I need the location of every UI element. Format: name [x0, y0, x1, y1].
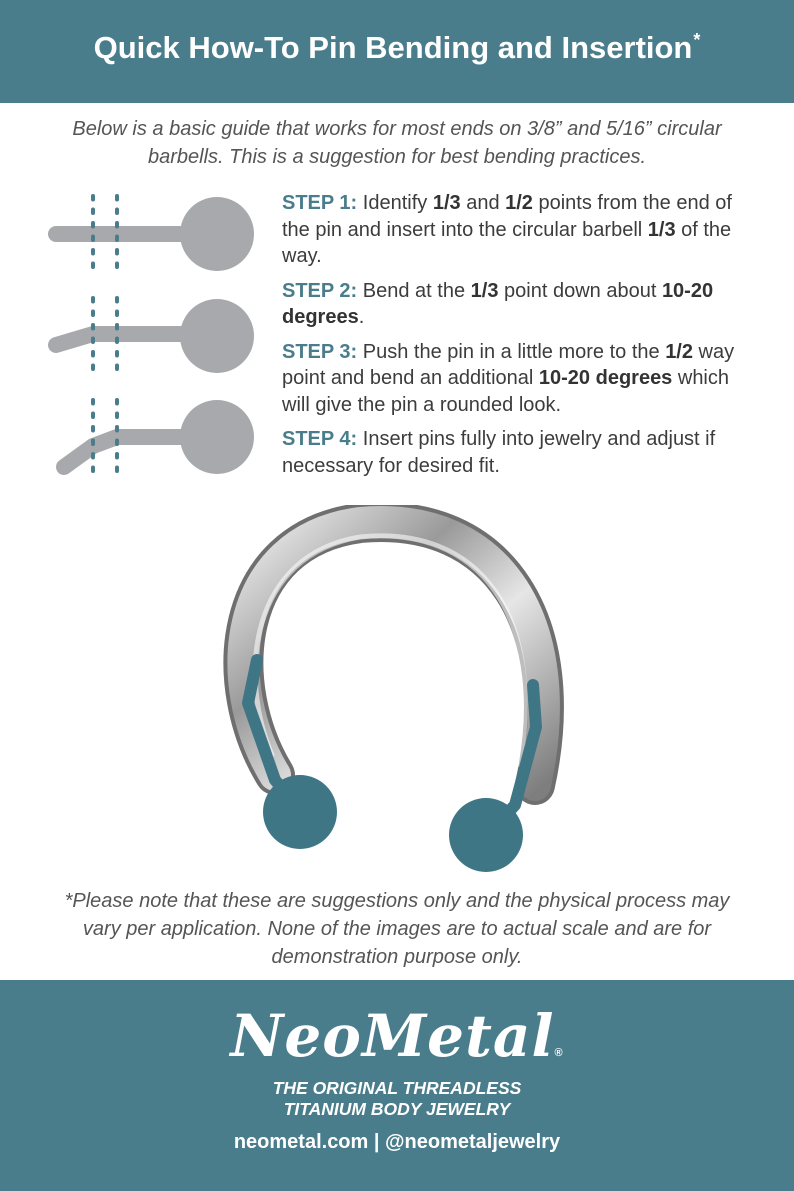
disclaimer-footnote: *Please note that these are suggestions only and the physical process may vary per application. None of the images are to actual scale and are for demonstration purpose only.	[64, 890, 730, 968]
pin-bending-diagram	[0, 180, 270, 490]
pin-step-2-illustration	[56, 298, 254, 374]
footer-banner	[0, 980, 794, 1191]
page-title: Quick How-To Pin Bending and Insertion*	[93, 29, 701, 65]
pin-step-1-illustration	[56, 196, 254, 272]
step-2: STEP 2: Bend at the 1/3 point down about 10-20 degrees.	[282, 279, 714, 328]
header-banner	[0, 0, 794, 103]
contact-info: neometal.com | @neometaljewelry	[233, 1131, 561, 1153]
step-4: STEP 4: Insert pins fully into jewelry and adjust if necessary for desired fit.	[282, 428, 716, 477]
steps-list	[282, 190, 762, 487]
neometal-logo: NeoMetal®	[230, 1002, 564, 1070]
circular-barbell-image	[200, 505, 600, 885]
tagline: THE ORIGINAL THREADLESS TITANIUM BODY JEWELRY	[272, 1078, 522, 1119]
step-1: STEP 1: Identify 1/3 and 1/2 points from the end of the pin and insert into the circular barbell 1/3 of the way.	[282, 192, 732, 267]
step-3: STEP 3: Push the pin in a little more to the 1/2 way point and bend an additional 10-20 degrees which will give the pin a rounded look.	[282, 340, 735, 416]
intro-text: Below is a basic guide that works for most ends on 3/8” and 5/16” circular barbells. This is a suggestion for best bending practices.	[72, 118, 722, 168]
pin-step-3-illustration	[64, 400, 254, 476]
